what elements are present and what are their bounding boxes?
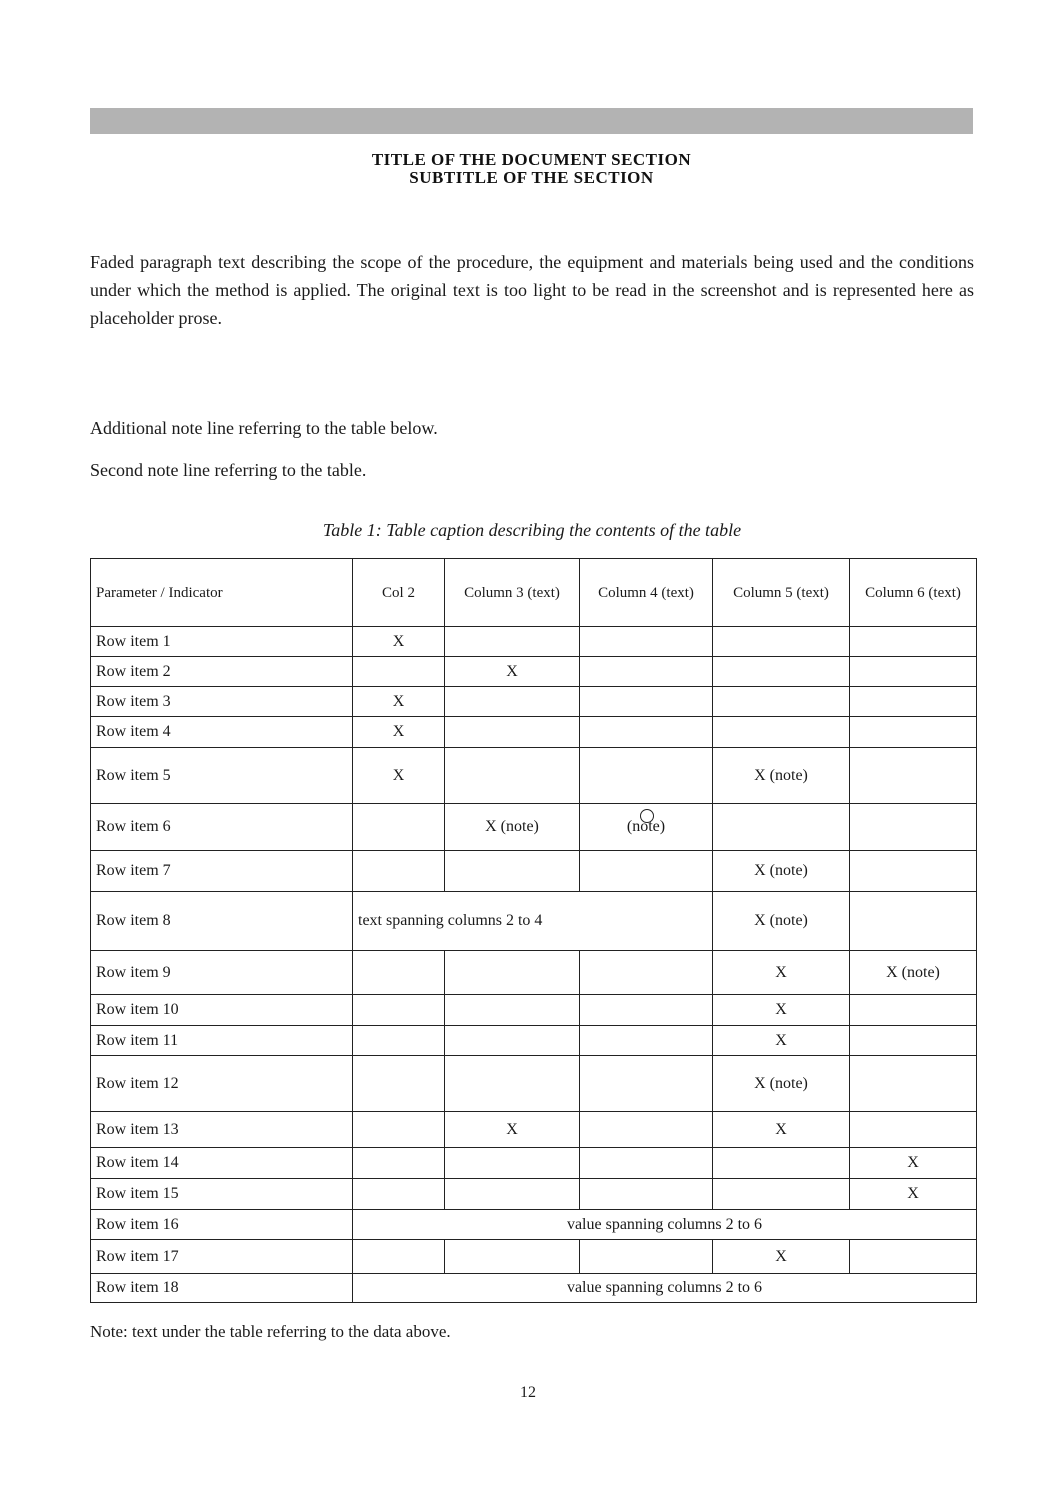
cell: (note) (580, 804, 713, 851)
cell: X (713, 995, 850, 1026)
cell (353, 1148, 445, 1179)
table-row (91, 717, 977, 748)
table-row (91, 951, 977, 995)
cell: X (713, 951, 850, 995)
cell (850, 717, 977, 748)
cell (353, 951, 445, 995)
table-row (91, 687, 977, 717)
cell (713, 1179, 850, 1210)
cell (445, 1056, 580, 1112)
cell: X (445, 657, 580, 687)
spanning-cell: value spanning columns 2 to 6 (353, 1210, 977, 1240)
table-row (91, 851, 977, 892)
row-label: Row item 2 (91, 657, 353, 687)
header-cell: Parameter / Indicator (91, 559, 353, 627)
cell (580, 1112, 713, 1148)
cell (713, 1148, 850, 1179)
table-row (91, 1179, 977, 1210)
cell (445, 1026, 580, 1056)
cell (353, 804, 445, 851)
section-subtitle: SUBTITLE OF THE SECTION (409, 168, 654, 187)
cell (445, 748, 580, 804)
row-label: Row item 18 (91, 1274, 353, 1303)
row-label: Row item 9 (91, 951, 353, 995)
row-label: Row item 10 (91, 995, 353, 1026)
cell (580, 1056, 713, 1112)
cell (353, 1112, 445, 1148)
cell (353, 657, 445, 687)
cell (580, 995, 713, 1026)
header-cell: Column 3 (text) (445, 559, 580, 627)
cell (850, 657, 977, 687)
row-label: Row item 15 (91, 1179, 353, 1210)
cell (445, 1179, 580, 1210)
row-label: Row item 12 (91, 1056, 353, 1112)
table-header-row (91, 559, 977, 627)
cell (445, 951, 580, 995)
cell (850, 1112, 977, 1148)
table-row (91, 1240, 977, 1274)
cell (353, 1026, 445, 1056)
cell (713, 717, 850, 748)
cell (580, 851, 713, 892)
cell: X (850, 1179, 977, 1210)
cell (580, 748, 713, 804)
cell (850, 627, 977, 657)
row-label: Row item 14 (91, 1148, 353, 1179)
cell (850, 748, 977, 804)
row-label: Row item 4 (91, 717, 353, 748)
cell (353, 1179, 445, 1210)
cell: X (850, 1148, 977, 1179)
cell (580, 1148, 713, 1179)
table-row (91, 1274, 977, 1303)
cell (445, 851, 580, 892)
circle-mark-icon (640, 809, 654, 823)
cell: X (713, 1026, 850, 1056)
cell (445, 687, 580, 717)
cell (580, 951, 713, 995)
cell: X (note) (850, 951, 977, 995)
table-row (91, 892, 977, 951)
page-number: 12 (520, 1384, 536, 1401)
header-cell: Column 4 (text) (580, 559, 713, 627)
row-label: Row item 3 (91, 687, 353, 717)
cell (850, 851, 977, 892)
cell: X (353, 748, 445, 804)
section-title: TITLE OF THE DOCUMENT SECTION (371, 150, 692, 169)
header-cell: Column 5 (text) (713, 559, 850, 627)
cell (850, 804, 977, 851)
row-label: Row item 8 (91, 892, 353, 951)
header-bar (90, 108, 973, 134)
cell (445, 627, 580, 657)
cell (353, 1240, 445, 1274)
cell: X (353, 627, 445, 657)
cell (850, 1056, 977, 1112)
table-row (91, 995, 977, 1026)
cell: X (713, 1112, 850, 1148)
cell (445, 995, 580, 1026)
cell: X (note) (445, 804, 580, 851)
row-label: Row item 17 (91, 1240, 353, 1274)
cell: X (note) (713, 851, 850, 892)
table-caption: Table 1: Table caption describing the contents of the table (322, 520, 742, 540)
cell (850, 1240, 977, 1274)
cell: X (353, 687, 445, 717)
table-note: Note: text under the table referring to the data above. (90, 1322, 451, 1341)
cell (580, 1179, 713, 1210)
row-label: Row item 16 (91, 1210, 353, 1240)
spanning-cell: text spanning columns 2 to 4 (353, 892, 713, 951)
table-row (91, 1148, 977, 1179)
cell (850, 892, 977, 951)
cell: X (note) (713, 1056, 850, 1112)
cell (580, 657, 713, 687)
table-row (91, 748, 977, 804)
header-cell: Col 2 (353, 559, 445, 627)
cell (445, 1240, 580, 1274)
cell: X (note) (713, 892, 850, 951)
cell (580, 1026, 713, 1056)
cell (580, 687, 713, 717)
cell (850, 687, 977, 717)
cell (445, 717, 580, 748)
cell (713, 687, 850, 717)
cell (353, 851, 445, 892)
cell: X (353, 717, 445, 748)
table-row (91, 1026, 977, 1056)
cell (445, 1148, 580, 1179)
spanning-cell: value spanning columns 2 to 6 (353, 1274, 977, 1303)
note-line-1: Additional note line referring to the table below. (90, 418, 438, 438)
cell (713, 804, 850, 851)
table-row (91, 1210, 977, 1240)
table-row (91, 804, 977, 851)
table-row (91, 657, 977, 687)
row-label: Row item 13 (91, 1112, 353, 1148)
table-row (91, 1112, 977, 1148)
cell (353, 995, 445, 1026)
row-label: Row item 11 (91, 1026, 353, 1056)
row-label: Row item 5 (91, 748, 353, 804)
cell (580, 1240, 713, 1274)
table-row (91, 627, 977, 657)
cell: X (713, 1240, 850, 1274)
data-table (90, 558, 977, 1303)
cell (580, 627, 713, 657)
note-line-2: Second note line referring to the table. (90, 460, 367, 480)
intro-paragraph: Faded paragraph text describing the scope of the procedure, the equipment and materials being used and the conditions under which the method is applied. The original text is too light to be read in the screenshot and is represented here as placeholder prose. (90, 252, 974, 328)
cell (850, 1026, 977, 1056)
row-label: Row item 7 (91, 851, 353, 892)
cell (850, 995, 977, 1026)
cell: X (445, 1112, 580, 1148)
header-cell: Column 6 (text) (850, 559, 977, 627)
cell (580, 717, 713, 748)
cell (353, 1056, 445, 1112)
row-label: Row item 6 (91, 804, 353, 851)
cell (713, 657, 850, 687)
cell (713, 627, 850, 657)
cell: X (note) (713, 748, 850, 804)
row-label: Row item 1 (91, 627, 353, 657)
table-row (91, 1056, 977, 1112)
